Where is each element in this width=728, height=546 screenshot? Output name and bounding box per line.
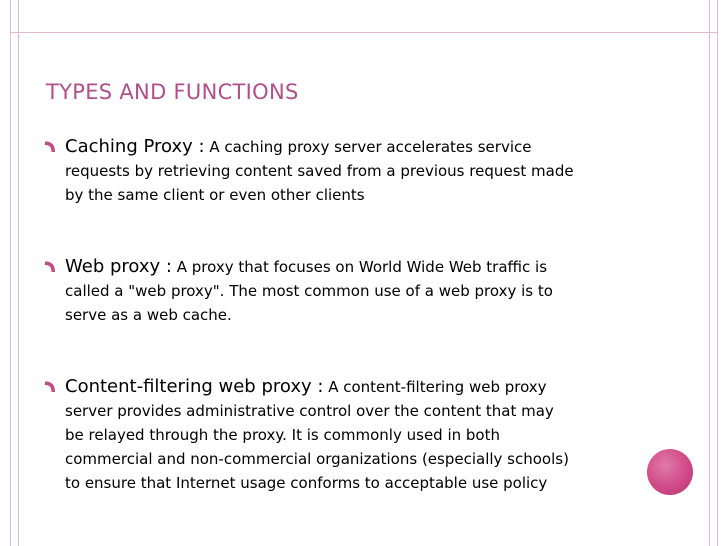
- decorative-pink-circle: [647, 449, 693, 495]
- bullet-text: called a "web proxy". The most common use of a web proxy is to: [65, 282, 553, 300]
- bullet-web-proxy: [44, 255, 644, 327]
- bullet-text: A caching proxy server accelerates service: [209, 138, 532, 156]
- bullet-content-filtering-proxy: [44, 375, 644, 495]
- bullet-text: commercial and non-commercial organizations (especially schools): [65, 450, 569, 468]
- curved-arrow-bullet-icon: [44, 380, 57, 393]
- bullet-lead: Web proxy :: [65, 256, 172, 277]
- left-border-line: [10, 0, 11, 546]
- curved-arrow-bullet-icon: [44, 260, 57, 273]
- bullet-text: requests by retrieving content saved from a previous request made: [65, 162, 574, 180]
- right-border-line-inner: [709, 0, 710, 546]
- top-border-line: [10, 32, 718, 33]
- bullet-text: A content-filtering web proxy: [328, 378, 547, 396]
- bullet-text: to ensure that Internet usage conforms to acceptable use policy: [65, 474, 548, 492]
- bullet-text: serve as a web cache.: [65, 306, 232, 324]
- bullet-list: [44, 135, 644, 495]
- bullet-caching-proxy: [44, 135, 644, 207]
- bullet-lead: Caching Proxy :: [65, 136, 205, 157]
- bullet-lead: Content-filtering web proxy :: [65, 376, 324, 397]
- bullet-text: by the same client or even other clients: [65, 186, 365, 204]
- bullet-text: be relayed through the proxy. It is commonly used in both: [65, 426, 500, 444]
- curved-arrow-bullet-icon: [44, 140, 57, 153]
- bullet-text: server provides administrative control over the content that may: [65, 402, 554, 420]
- left-border-line-inner: [18, 0, 19, 546]
- bullet-text: A proxy that focuses on World Wide Web traffic is: [176, 258, 548, 276]
- right-border-line: [717, 0, 718, 546]
- slide-title: TYPES AND FUNCTIONS: [46, 80, 299, 104]
